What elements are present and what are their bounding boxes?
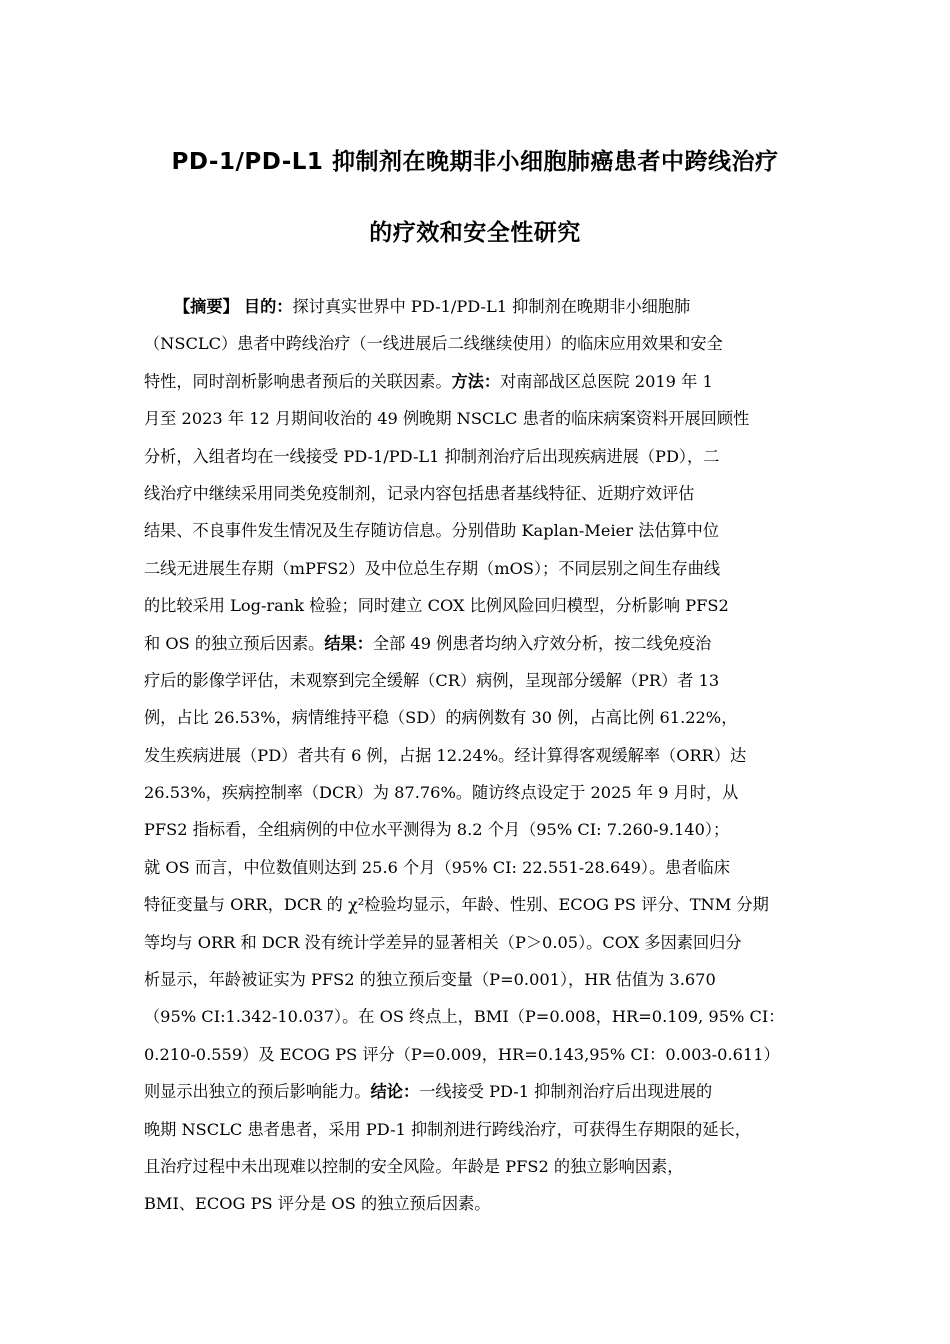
abstract-line	[144, 849, 820, 886]
abstract-text: 一线接受 PD-1 抑制剂治疗后出现进展的	[419, 1082, 713, 1102]
abstract-line	[144, 400, 820, 437]
abstract-line	[144, 1148, 820, 1185]
paper-title-line-2: 的疗效和安全性研究	[369, 220, 581, 246]
abstract-line	[144, 811, 820, 848]
abstract-line	[144, 699, 820, 736]
abstract-text: 等均与 ORR 和 DCR 没有统计学差异的显著相关（P＞0.05）。COX 多因素回归分	[144, 932, 742, 952]
abstract-line	[144, 363, 820, 400]
abstract-line	[144, 737, 820, 774]
abstract-line	[144, 1073, 820, 1110]
abstract-text: 二线无进展生存期（mPFS2）及中位总生存期（mOS）；不同层别之间生存曲线	[144, 558, 721, 578]
abstract-line	[144, 512, 820, 549]
abstract-text: （95% CI:1.342-10.037）。在 OS 终点上，BMI（P=0.008，HR=0.109, 95% CI：	[144, 1007, 785, 1027]
abstract-text: 就 OS 而言，中位数值则达到 25.6 个月（95% CI: 22.551-28.649）。患者临床	[144, 857, 730, 877]
abstract-text: 分析，入组者均在一线接受 PD-1/PD-L1 抑制剂治疗后出现疾病进展（PD），二	[144, 446, 720, 466]
abstract-line	[144, 1036, 820, 1073]
abstract-text: PFS2 指标看，全组病例的中位水平测得为 8.2 个月（95% CI: 7.260-9.140）；	[144, 820, 730, 840]
abstract-line	[144, 625, 820, 662]
abstract-line	[144, 998, 820, 1035]
abstract-line	[144, 662, 820, 699]
paper-title-line-1: PD-1/PD-L1 抑制剂在晚期非小细胞肺癌患者中跨线治疗	[171, 149, 779, 175]
abstract-text: 且治疗过程中未出现难以控制的安全风险。年龄是 PFS2 的独立影响因素，	[144, 1156, 684, 1176]
abstract-line	[144, 325, 820, 362]
abstract-line	[144, 587, 820, 624]
abstract-text: 月至 2023 年 12 月期间收治的 49 例晚期 NSCLC 患者的临床病案资料开展回顾性	[144, 409, 750, 429]
abstract-line	[144, 288, 820, 325]
abstract-text: 结果、不良事件发生情况及生存随访信息。分别借助 Kaplan-Meier 法估算中位	[144, 521, 720, 541]
abstract-text: 疗后的影像学评估，未观察到完全缓解（CR）病例，呈现部分缓解（PR）者 13	[144, 670, 720, 690]
abstract-text: 晚期 NSCLC 患者患者，采用 PD-1 抑制剂进行跨线治疗，可获得生存期限的延长，	[144, 1119, 751, 1139]
abstract-text: 线治疗中继续采用同类免疫制剂，记录内容包括患者基线特征、近期疗效评估	[144, 483, 695, 503]
abstract-text: 和 OS 的独立预后因素。	[144, 633, 325, 653]
abstract-line	[144, 438, 820, 475]
results-label: 结果：	[324, 633, 373, 653]
objective-label: 目的：	[243, 297, 293, 316]
abstract-text: 全部 49 例患者均纳入疗效分析，按二线免疫治	[372, 633, 712, 653]
abstract-heading: 【摘要】	[174, 297, 239, 316]
abstract-text: 则显示出独立的预后影响能力。	[144, 1082, 371, 1102]
abstract-line	[144, 961, 820, 998]
abstract-text: 特性，同时剖析影响患者预后的关联因素。	[144, 371, 452, 391]
abstract-line	[144, 550, 820, 587]
abstract-text: 发生疾病进展（PD）者共有 6 例，占据 12.24%。经计算得客观缓解率（ORR）达	[144, 745, 747, 765]
methods-label: 方法：	[451, 371, 501, 391]
abstract-line	[144, 475, 820, 512]
abstract-line	[144, 886, 820, 923]
abstract-text: 26.53%，疾病控制率（DCR）为 87.76%。随访终点设定于 2025 年 9 月时，从	[144, 783, 739, 803]
abstract-text: 探讨真实世界中 PD-1/PD-L1 抑制剂在晚期非小细胞肺	[292, 297, 691, 316]
abstract-text: （NSCLC）患者中跨线治疗（一线进展后二线继续使用）的临床应用效果和安全	[144, 334, 723, 354]
abstract-text: 对南部战区总医院 2019 年 1	[500, 371, 713, 391]
abstract-line	[144, 774, 820, 811]
abstract-line	[144, 1111, 820, 1148]
abstract-text: 特征变量与 ORR，DCR 的 χ²检验均显示，年龄、性别、ECOG PS 评分、TNM 分期	[144, 895, 769, 915]
abstract-section	[144, 288, 820, 1223]
abstract-text: 析显示，年龄被证实为 PFS2 的独立预后变量（P=0.001），HR 估值为 3.670	[144, 970, 716, 990]
abstract-text: 0.210-0.559）及 ECOG PS 评分（P=0.009，HR=0.143,95% CI：0.003-0.611）	[144, 1044, 780, 1064]
abstract-line	[144, 1185, 820, 1222]
abstract-text: BMI、ECOG PS 评分是 OS 的独立预后因素。	[144, 1194, 491, 1214]
abstract-text: 例，占比 26.53%，病情维持平稳（SD）的病例数有 30 例，占高比例 61.22%，	[144, 708, 738, 728]
conclusion-label: 结论：	[370, 1082, 420, 1102]
abstract-text: 的比较采用 Log-rank 检验；同时建立 COX 比例风险回归模型，分析影响 PFS2	[144, 596, 729, 616]
abstract-line	[144, 924, 820, 961]
